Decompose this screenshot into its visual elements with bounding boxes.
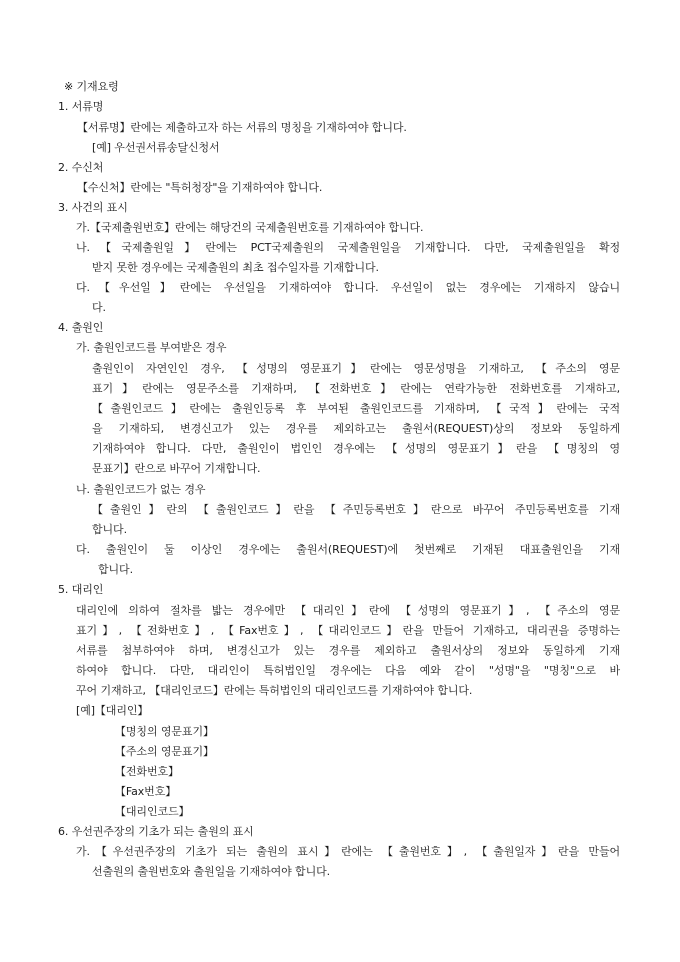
- section-3-item-na-line1: 나.【국제출원일】란에는 PCT국제출원의 국제출원일을 기재합니다. 다만, 국제출원일을 확정: [76, 241, 620, 254]
- section-4-na-paragraph-line2: 합니다.: [92, 523, 127, 536]
- section-3-item-da-line1: 다.【우선일】란에는 우선일을 기재하여야 합니다. 우선일이 없는 경우에는 기재하지 않습니: [76, 281, 620, 294]
- section-4-ga-paragraph-line4: 을 기재하되, 변경신고가 있는 경우를 제외하고는 출원서(REQUEST)상의 정보와 동일하게: [92, 422, 620, 435]
- section-3-item-na-line2: 받지 못한 경우에는 국제출원의 최초 접수일자를 기재합니다.: [92, 261, 379, 274]
- section-4-ga-paragraph-line2: 표기】란에는 영문주소를 기재하며, 【전화번호】란에는 연락가능한 전화번호를 기재하고,: [92, 382, 620, 395]
- section-5-example-field: 【명칭의 영문표기】: [115, 725, 214, 738]
- section-4-item-na: 나. 출원인코드가 없는 경우: [76, 483, 206, 496]
- section-5-example: [예]【대리인】: [76, 704, 149, 717]
- section-4-item-da-line1: 다. 출원인이 둘 이상인 경우에는 출원서(REQUEST)에 첫번째로 기재된 대표출원인을 기재: [76, 543, 620, 556]
- section-6-item-ga-line1: 가.【우선권주장의 기초가 되는 출원의 표시】란에는 【출원번호】, 【출원일자】란을 만들어: [76, 845, 620, 858]
- section-5-paragraph-line2: 표기】, 【전화번호】, 【Fax번호】, 【대리인코드】란을 만들어 기재하고, 대리권을 증명하는: [76, 624, 620, 637]
- section-2-line: 【수신처】란에는 "특허청장"을 기재하여야 합니다.: [77, 181, 323, 194]
- section-5-paragraph-line4: 하여야 합니다. 다만, 대리인이 특허법인일 경우에는 다음 예와 같이 "성명"을 "명칭"으로 바: [76, 664, 620, 677]
- section-3-item-da-line2: 다.: [92, 301, 106, 314]
- section-5-paragraph-line1: 대리인에 의하여 절차를 밟는 경우에만 【대리인】란에 【성명의 영문표기】, 【주소의 영문: [76, 604, 620, 617]
- section-5-example-field: 【Fax번호】: [115, 785, 177, 798]
- section-5-paragraph-line3: 서류를 첨부하여야 하며, 변경신고가 있는 경우를 제외하고 출원서상의 정보와 동일하게 기재: [76, 644, 620, 657]
- section-4-title: 4. 출원인: [58, 321, 104, 334]
- section-1-example: [예] 우선권서류송달신청서: [92, 141, 220, 154]
- section-4-item-ga: 가. 출원인코드를 부여받은 경우: [76, 341, 227, 354]
- section-5-example-field: 【대리인코드】: [115, 805, 190, 818]
- section-4-na-paragraph-line1: 【출원인】란의 【출원인코드】란을 【주민등록번호】란으로 바꾸어 주민등록번호를 기재: [92, 503, 620, 516]
- section-5-paragraph-line5: 꾸어 기재하고, 【대리인코드】란에는 특허법인의 대리인코드를 기재하여야 합니다.: [76, 684, 473, 697]
- section-6-title: 6. 우선권주장의 기초가 되는 출원의 표시: [58, 825, 254, 838]
- section-3-title: 3. 사건의 표시: [58, 201, 128, 214]
- section-4-ga-paragraph-line5: 기재하여야 합니다. 다만, 출원인이 법인인 경우에는 【성명의 영문표기】란을 【명칭의 영: [92, 442, 620, 455]
- section-5-example-field: 【전화번호】: [115, 765, 179, 778]
- section-3-item-ga: 가.【국제출원번호】란에는 해당건의 국제출원번호를 기재하여야 합니다.: [76, 221, 424, 234]
- section-4-item-da-line2: 합니다.: [98, 563, 133, 576]
- section-1-line: 【서류명】란에는 제출하고자 하는 서류의 명칭을 기재하여야 합니다.: [77, 121, 407, 134]
- instructions-heading: ※ 기재요령: [64, 80, 119, 93]
- section-1-title: 1. 서류명: [58, 100, 104, 113]
- section-5-example-field: 【주소의 영문표기】: [115, 745, 214, 758]
- section-4-ga-paragraph-line6: 문표기】란으로 바꾸어 기재합니다.: [92, 462, 261, 475]
- section-4-ga-paragraph-line1: 출원인이 자연인인 경우, 【성명의 영문표기】란에는 영문성명을 기재하고, 【주소의 영문: [92, 362, 620, 375]
- section-5-title: 5. 대리인: [58, 583, 104, 596]
- section-6-item-ga-line2: 선출원의 출원번호와 출원일을 기재하여야 합니다.: [92, 865, 331, 878]
- section-4-ga-paragraph-line3: 【출원인코드】란에는 출원인등록 후 부여된 출원인코드를 기재하며, 【국적】란에는 국적: [92, 402, 620, 415]
- section-2-title: 2. 수신처: [58, 161, 104, 174]
